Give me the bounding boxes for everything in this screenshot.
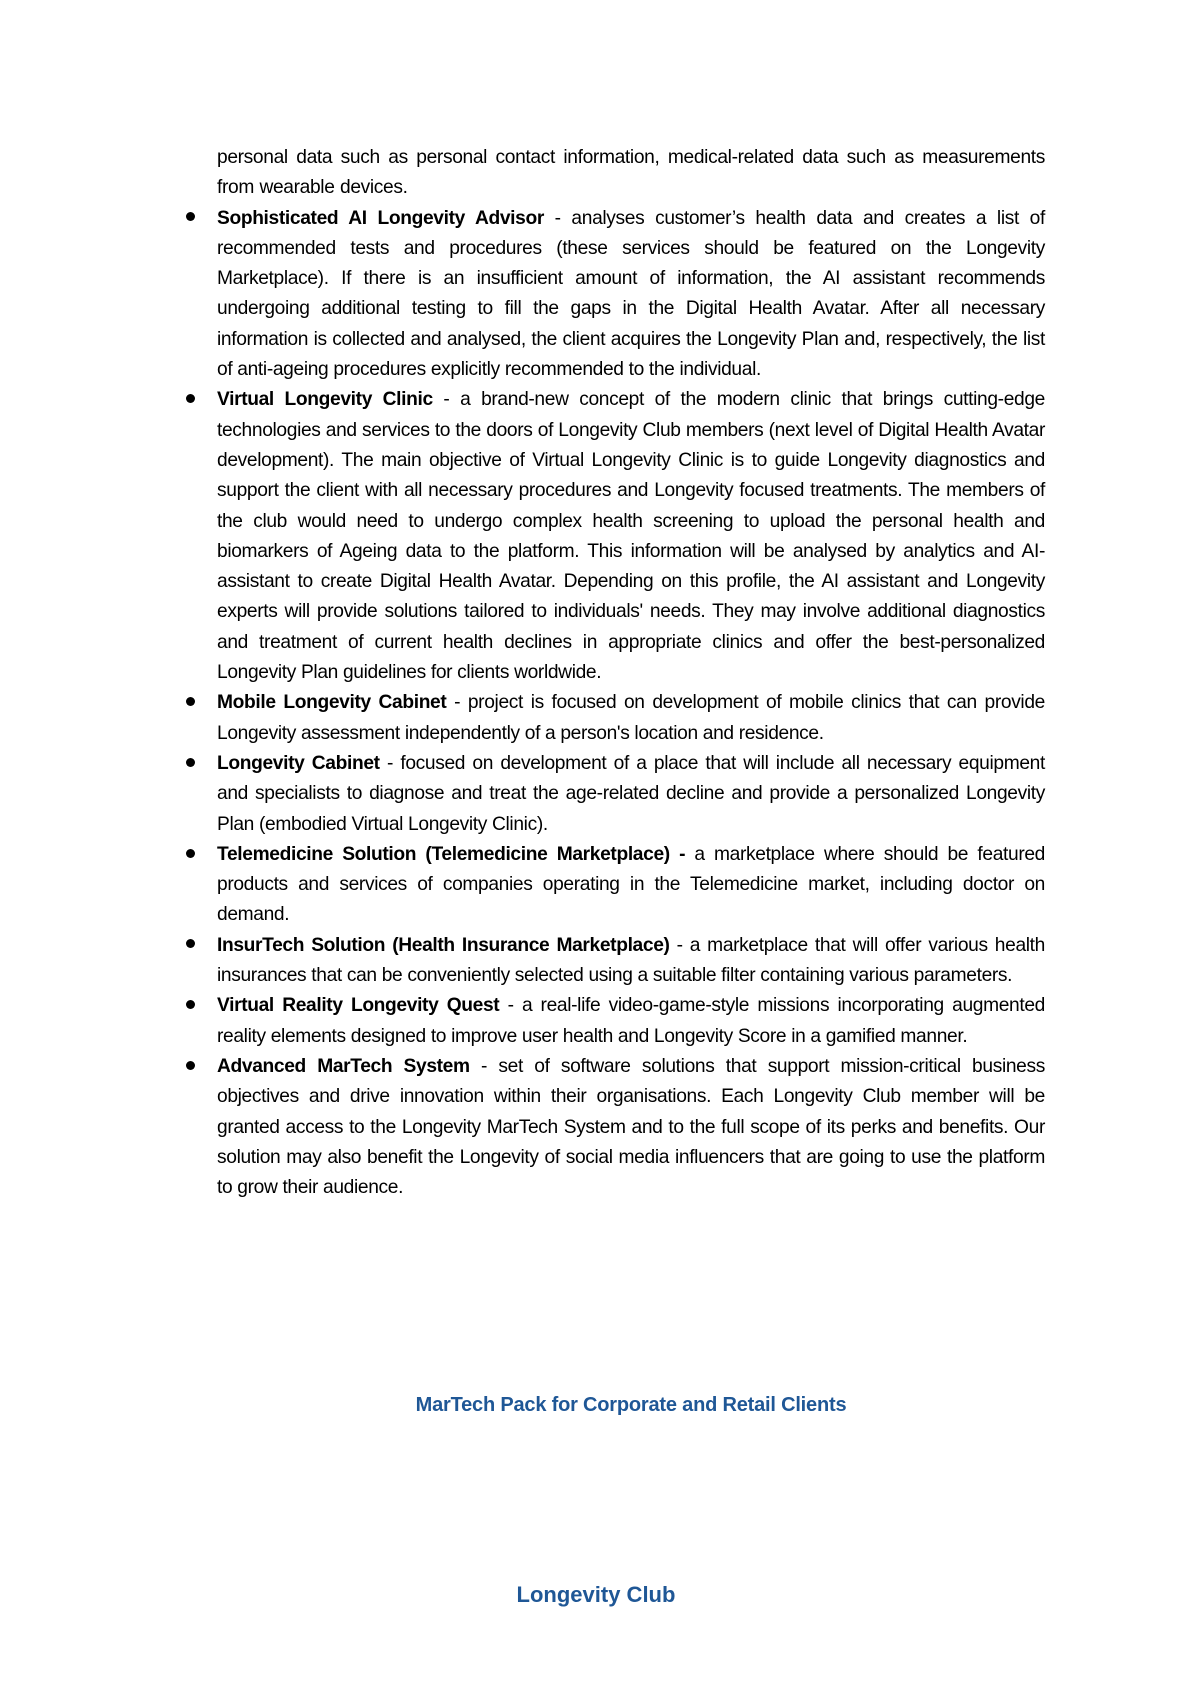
list-item — [217, 1052, 1045, 1203]
item-term: Virtual Longevity Clinic — [217, 389, 433, 411]
body-content — [217, 143, 1045, 1203]
item-term: Sophisticated AI Longevity Advisor — [217, 207, 544, 229]
feature-list — [217, 204, 1045, 1204]
item-description: analyses customer’s health data and creates a list of recommended tests and procedures (these services should be featured on the Longevity Marketplace). If there is an insufficient amount of information, the AI assistant recommends undergoing additional testing to fill the gaps in the Digital Health Avatar. After all necessary information is collected and analysed, the client acquires the Longevity Plan and, respectively, the list of anti-ageing procedures explicitly recommended to the individual. — [217, 207, 1045, 381]
item-description: a marketplace that will offer various health insurances that can be conveniently selected using a suitable filter containing various parameters. — [217, 934, 1045, 987]
bullet-icon — [184, 840, 196, 870]
bullet-icon — [184, 991, 196, 1021]
item-description: a real-life video-game-style missions incorporating augmented reality elements designed to improve user health and Longevity Score in a gamified manner. — [217, 995, 1045, 1047]
item-term: InsurTech Solution (Health Insurance Marketplace) — [217, 934, 670, 956]
item-separator: - — [499, 995, 522, 1017]
item-separator: - — [432, 389, 461, 411]
footer-brand: Longevity Club — [516, 1582, 676, 1607]
bullet-icon — [184, 204, 196, 234]
item-description: project is focused on development of mobile clinics that can provide Longevity assessment independently of a person's location and residence. — [217, 692, 1045, 744]
bullet-icon — [184, 385, 196, 415]
bullet-icon — [184, 931, 196, 961]
bullet-icon — [184, 749, 196, 779]
section-heading: MarTech Pack for Corporate and Retail Clients — [415, 1394, 847, 1416]
intro-continuation: personal data such as personal contact information, medical-related data such as measurements from wearable devices. — [217, 147, 1045, 199]
item-separator: - — [543, 207, 572, 229]
item-description: focused on development of a place that will include all necessary equipment and specialists to diagnose and treat the age-related decline and provide a personalized Longevity Plan (embodied Virtual Longevity Clinic). — [217, 752, 1045, 835]
item-separator: - — [446, 692, 468, 714]
item-separator: - — [469, 1055, 499, 1077]
list-item — [217, 749, 1045, 840]
item-term: Telemedicine Solution (Telemedicine Marketplace) - — [217, 843, 686, 865]
item-separator: - — [669, 934, 690, 956]
list-item — [217, 991, 1045, 1052]
item-description: a marketplace where should be featured products and services of companies operating in the Telemedicine market, including doctor on demand. — [217, 843, 1046, 926]
list-item — [217, 840, 1045, 931]
list-item — [217, 204, 1045, 386]
bullet-icon — [184, 688, 196, 718]
bullet-icon — [184, 1052, 196, 1082]
list-item — [217, 385, 1045, 688]
item-term: Advanced MarTech System — [217, 1055, 470, 1077]
item-description: a brand-new concept of the modern clinic that brings cutting-edge technologies and services to the doors of Longevity Club members (next level of Digital Health Avatar development). The main objective of Virtual Longevity Clinic is to guide Longevity diagnostics and support the client with all necessary procedures and Longevity focused treatments. The members of the club would need to undergo complex health screening to upload the personal health and biomarkers of Ageing data to the platform. This information will be analysed by analytics and AI-assistant to create Digital Health Avatar. Depending on this profile, the AI assistant and Longevity experts will provide solutions tailored to individuals' needs. They may involve additional diagnostics and treatment of current health declines in appropriate clinics and offer the best-personalized Longevity Plan guidelines for clients worldwide. — [217, 389, 1045, 684]
item-separator: - — [379, 752, 401, 774]
list-item — [217, 688, 1045, 749]
item-term: Longevity Cabinet — [217, 752, 380, 774]
list-item — [217, 931, 1045, 992]
item-term: Virtual Reality Longevity Quest — [217, 995, 500, 1017]
item-term: Mobile Longevity Cabinet — [217, 692, 447, 714]
item-description: set of software solutions that support mission-critical business objectives and drive innovation within their organisations. Each Longevity Club member will be granted access to the Longevity MarTech System and to the full scope of its perks and benefits. Our solution may also benefit the Longevity of social media influencers that are going to use the platform to grow their audience. — [217, 1055, 1045, 1199]
